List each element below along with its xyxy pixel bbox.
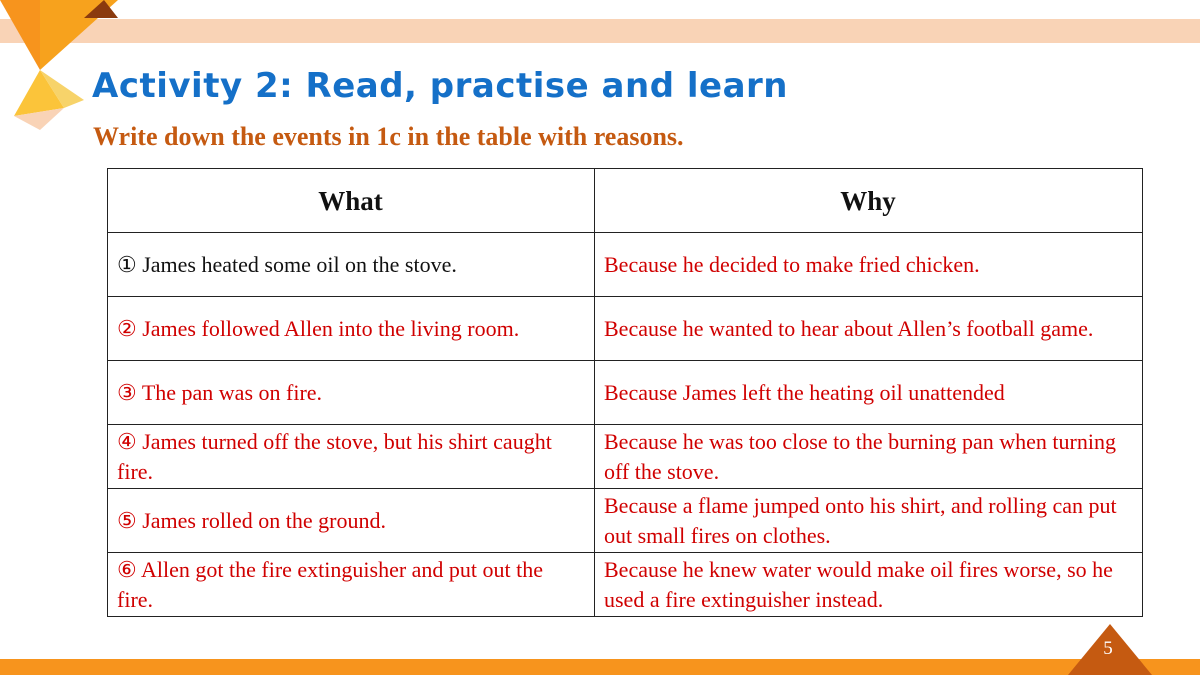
table-row xyxy=(108,425,1143,489)
what-cell: ⑤ James rolled on the ground. xyxy=(108,489,595,553)
header-why: Why xyxy=(595,169,1143,233)
table-row xyxy=(108,489,1143,553)
what-cell: ② James followed Allen into the living room. xyxy=(108,297,595,361)
table-row xyxy=(108,297,1143,361)
why-cell: Because he was too close to the burning pan when turning off the stove. xyxy=(595,425,1143,489)
page-number: 5 xyxy=(1103,638,1113,659)
why-cell: Because he decided to make fried chicken. xyxy=(595,233,1143,297)
events-table xyxy=(107,168,1143,617)
table-row xyxy=(108,361,1143,425)
table-row xyxy=(108,553,1143,617)
header-what: What xyxy=(108,169,595,233)
table-header-row xyxy=(108,169,1143,233)
bottom-decorative-band xyxy=(0,659,1200,675)
what-cell: ⑥ Allen got the fire extinguisher and put out the fire. xyxy=(108,553,595,617)
what-cell: ④ James turned off the stove, but his shirt caught fire. xyxy=(108,425,595,489)
instruction-text: Write down the events in 1c in the table with reasons. xyxy=(93,122,684,151)
why-cell: Because he knew water would make oil fires worse, so he used a fire extinguisher instead. xyxy=(595,553,1143,617)
slide-title: Activity 2: Read, practise and learn xyxy=(92,66,789,106)
why-cell: Because a flame jumped onto his shirt, and rolling can put out small fires on clothes. xyxy=(595,489,1143,553)
top-decorative-band xyxy=(0,19,1200,43)
what-cell: ① James heated some oil on the stove. xyxy=(108,233,595,297)
what-cell: ③ The pan was on fire. xyxy=(108,361,595,425)
why-cell: Because James left the heating oil unattended xyxy=(595,361,1143,425)
why-cell: Because he wanted to hear about Allen’s football game. xyxy=(595,297,1143,361)
table-row xyxy=(108,233,1143,297)
